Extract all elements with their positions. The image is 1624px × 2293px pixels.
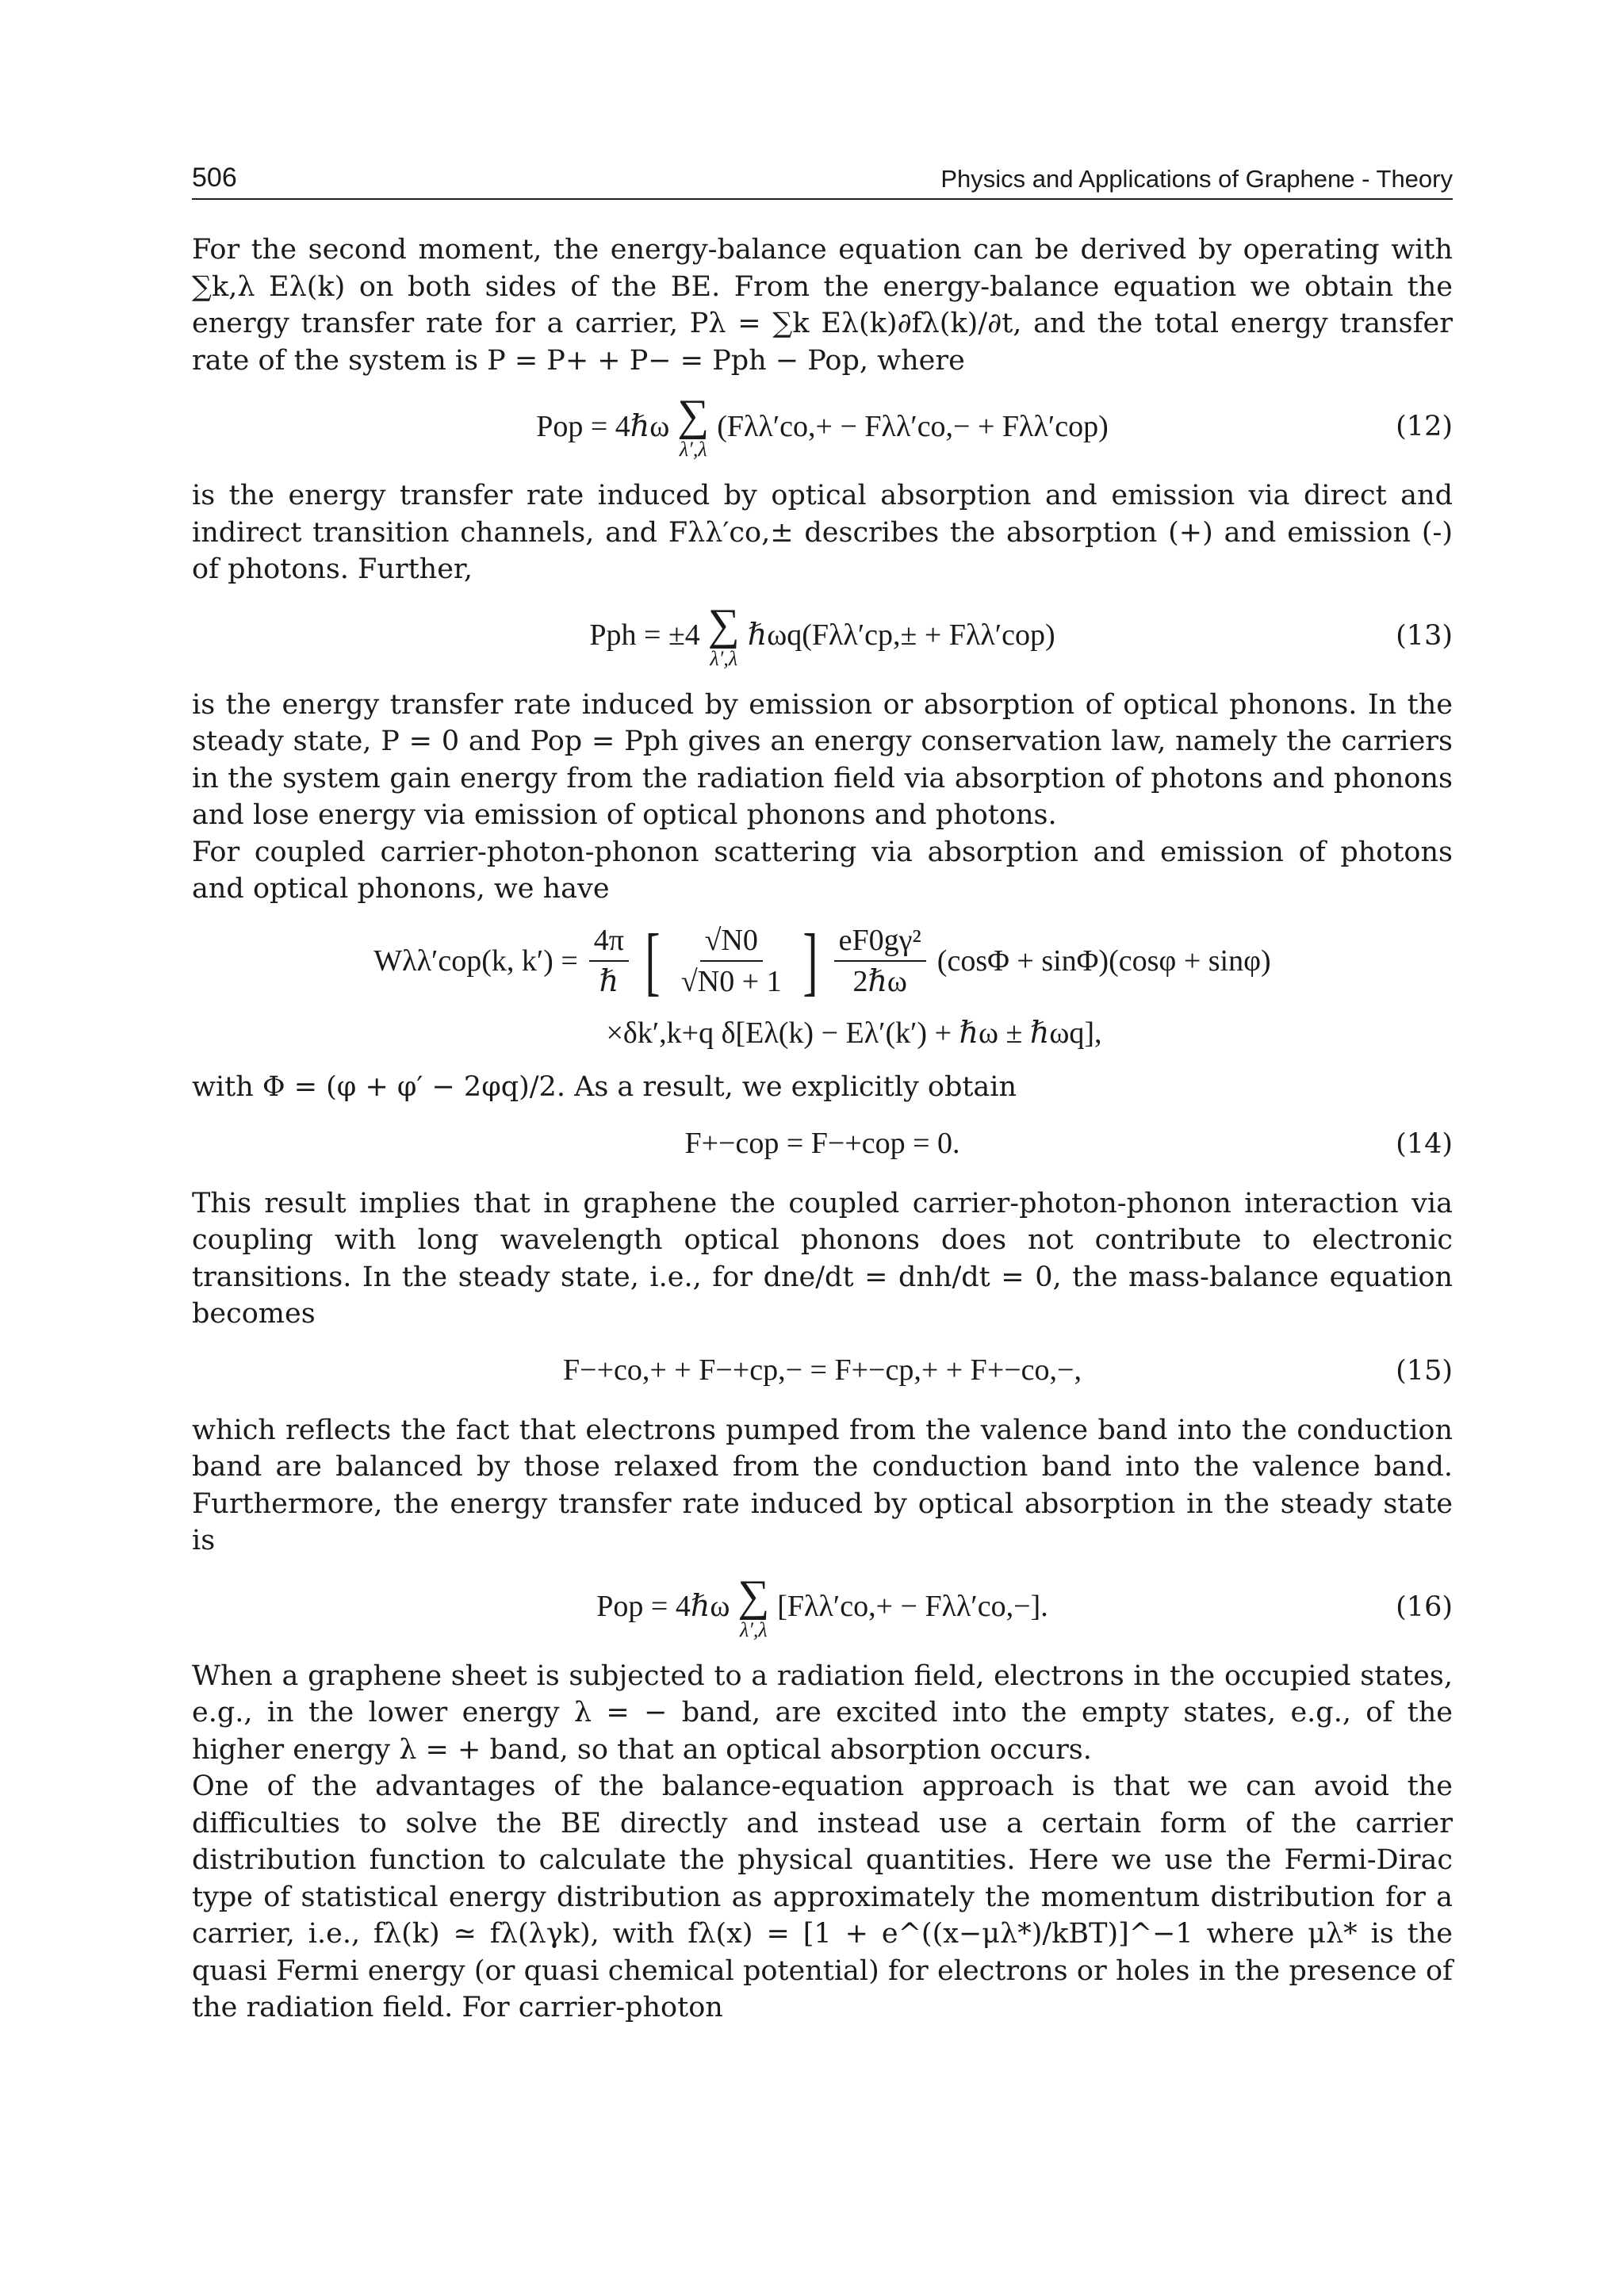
running-title: Physics and Applications of Graphene - Theory: [940, 165, 1453, 193]
eq14-body: F+−cop = F−+cop = 0.: [684, 1127, 960, 1161]
eq16-rhs: [Fλλ′co,+ − Fλλ′co,−].: [777, 1590, 1048, 1624]
eq13-lhs: Pph = ±4: [589, 618, 700, 653]
equation-14: [192, 1120, 1453, 1168]
equation-number-16: (16): [1396, 1591, 1453, 1623]
fraction-4pi-hbar: $\frac{4\pi}{\text{ℏ}}$: [589, 922, 629, 1001]
eq13-rhs: ℏωq(Fλλ′cp,± + Fλλ′cop): [747, 618, 1055, 653]
sum-symbol: ∑ λ′,λ: [677, 391, 710, 461]
paragraph-4: For coupled carrier-photon-phonon scattering via absorption and emission of photons and optical phonons, we have: [192, 836, 1453, 905]
running-head: [192, 163, 1453, 200]
paragraph-6: This result implies that in graphene the coupled carrier-photon-phonon interaction via coupling with long wavelength optical phonons does not contribute to electronic transitions. In the steady state, i.e., for dne/dt = dnh/dt = 0, the mass-balance equation becomes: [192, 1187, 1453, 1330]
eq12-rhs: (Fλλ′co,+ − Fλλ′co,− + Fλλ′cop): [717, 409, 1109, 443]
sum-index: λ′,λ: [679, 438, 707, 461]
paragraph-7: which reflects the fact that electrons pumped from the valence band into the conduction band are balanced by those relaxed from the conduction band into the valence band. Furthermore, the energy transfer rate induced by optical absorption in the steady state is: [192, 1414, 1453, 1556]
equation-number-12: (12): [1396, 410, 1453, 442]
equation-16: [192, 1571, 1453, 1641]
eq16-lhs: Pop = 4ℏω: [596, 1590, 730, 1624]
eqw-tail: (cosΦ + sinΦ)(cosφ + sinφ): [936, 944, 1271, 978]
eq15-body: F−+co,+ + F−+cp,− = F+−cp,+ + F+−co,−,: [563, 1353, 1082, 1388]
equation-number-15: (15): [1396, 1354, 1453, 1387]
eq12-lhs: Pop = 4ℏω: [536, 409, 670, 443]
paragraph-8: When a graphene sheet is subjected to a radiation field, electrons in the occupied states, e.g., in the lower energy λ = − band, are excited into the empty states, e.g., of the higher energy λ = + band, so that an optical absorption occurs.: [192, 1659, 1453, 1766]
paragraph-5: with Φ = (φ + φ′ − 2φq)/2. As a result, we explicitly obtain: [192, 1071, 1017, 1103]
page-number: 506: [192, 163, 237, 193]
eqw-lhs: Wλλ′cop(k, k′) =: [373, 944, 578, 978]
right-bracket: ]: [802, 918, 818, 1003]
sum-symbol: ∑ λ′,λ: [707, 599, 740, 670]
page: [192, 163, 1453, 2027]
fraction-ef0-gamma: $\frac{\text{eF0gγ²}}{\text{2ℏω}}$: [834, 922, 926, 1001]
paragraph-9: One of the advantages of the balance-equation approach is that we can avoid the difficulties to solve the BE directly and instead use a certain form of the carrier distribution function to calculate the physical quantities. Here we use the Fermi-Dirac type of statistical energy distribution as approximately the momentum distribution for a carrier, i.e., fλ(k) ≃ fλ(λγk), with fλ(x) = [1 + e^((x−μλ*)/kBT)]^−1 where μλ* is the quasi Fermi energy (or quasi chemical potential) for electrons or holes in the presence of the radiation field. For carrier-photon: [192, 1770, 1453, 2023]
equation-15: [192, 1347, 1453, 1395]
paragraph-3: is the energy transfer rate induced by emission or absorption of optical phonons. In the steady state, P = 0 and Pop = Pph gives an energy conservation law, namely the carriers in the system gain energy from the radiation field via absorption of photons and phonons and lose energy via emission of optical phonons and photons.: [192, 688, 1453, 831]
equation-w-cop: [192, 918, 1453, 1052]
sum-index: λ′,λ: [710, 646, 738, 670]
body-text: [192, 232, 1453, 2027]
eqw-line2: ×δk′,k+q δ[Eλ(k) − Eλ′(k′) + ℏω ± ℏωq],: [606, 1016, 1102, 1050]
left-bracket: [: [645, 918, 661, 1003]
paragraph-1: For the second moment, the energy-balance equation can be derived by operating with ∑k,λ Eλ(k) on both sides of the BE. From the energy-balance equation we obtain the energy transfer rate for a carrier, Pλ = ∑k Eλ(k)∂fλ(k)/∂t, and the total energy transfer rate of the system is P = P+ + P− = Pph − Pop, where: [192, 234, 1453, 377]
fraction-sqrt-n0: $\frac{√N0}{√N0 + 1}$: [680, 923, 782, 998]
sum-symbol: ∑ λ′,λ: [737, 1571, 770, 1641]
equation-number-14: (14): [1396, 1127, 1453, 1160]
paragraph-2: is the energy transfer rate induced by optical absorption and emission via direct and indirect transition channels, and Fλλ′co,± describes the absorption (+) and emission (-) of photons. Further,: [192, 480, 1453, 585]
equation-13: [192, 599, 1453, 670]
equation-number-13: (13): [1396, 619, 1453, 652]
equation-12: [192, 393, 1453, 460]
sum-index: λ′,λ: [739, 1617, 768, 1641]
